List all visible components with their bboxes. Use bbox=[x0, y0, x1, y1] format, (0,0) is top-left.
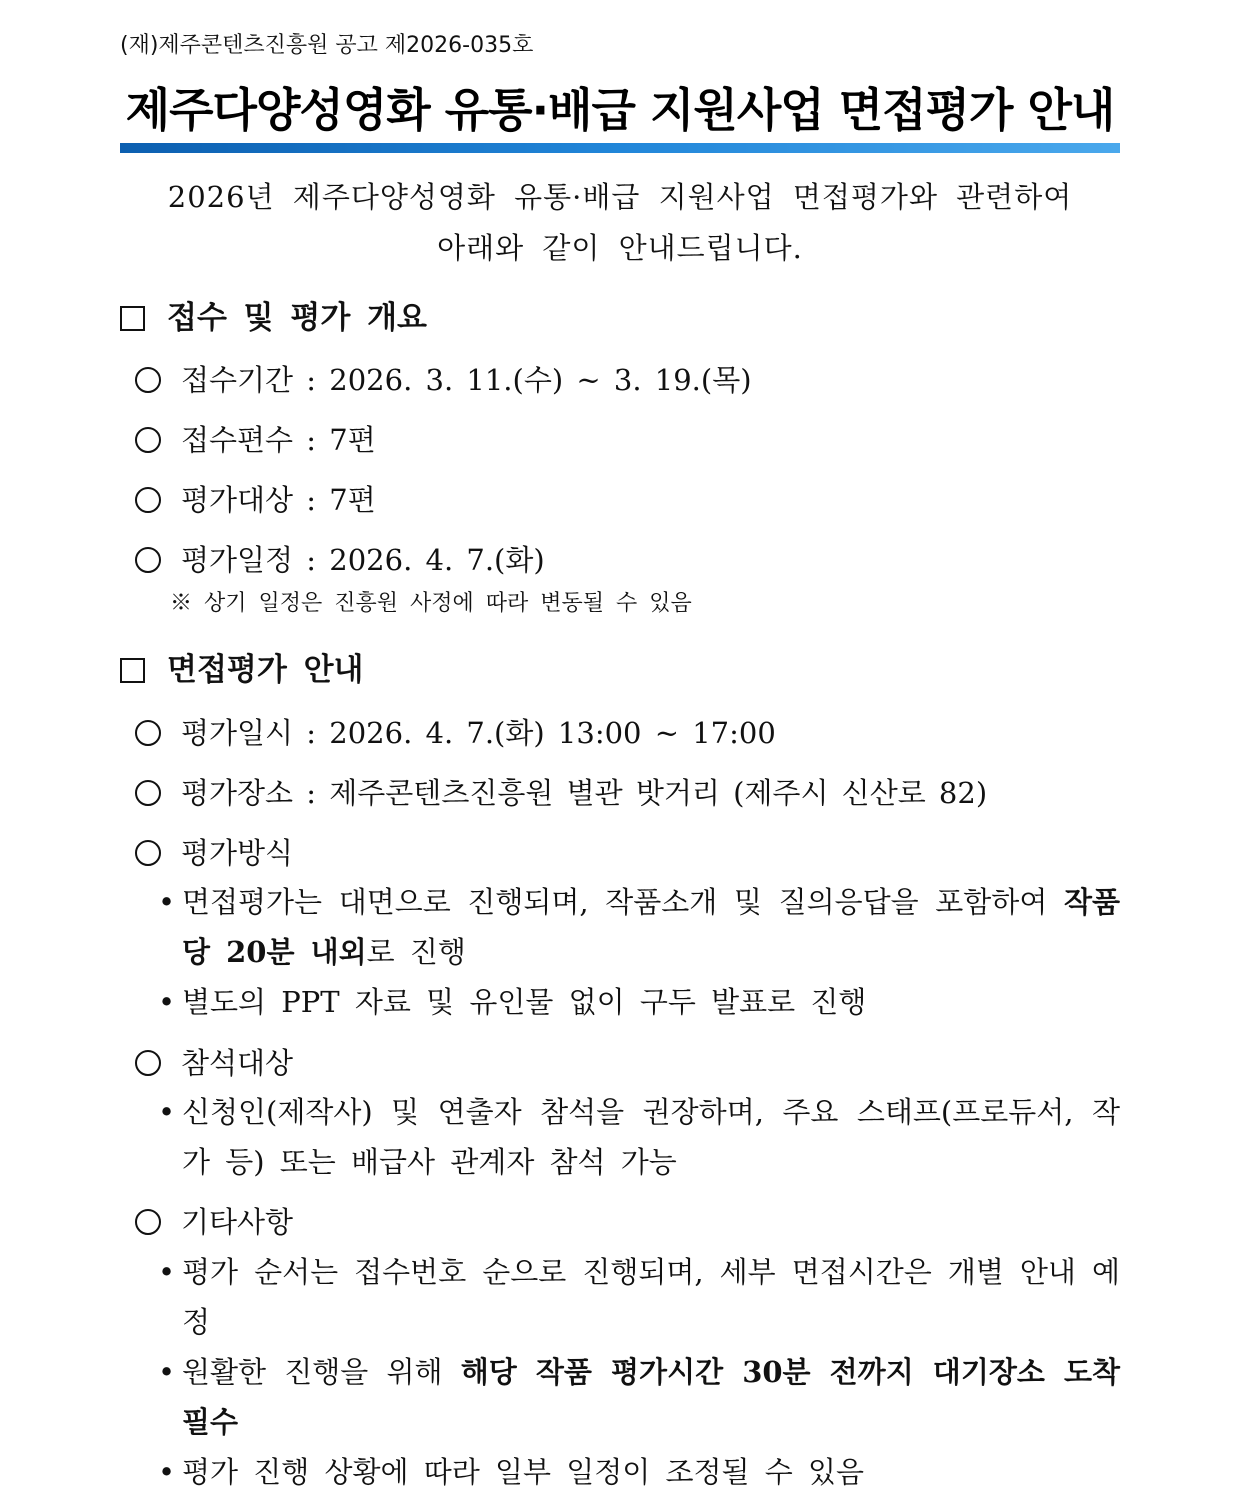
overview-item-count bbox=[135, 419, 376, 461]
method-bullet-2 bbox=[158, 977, 1120, 1027]
circle-icon bbox=[135, 1050, 161, 1076]
bullet-dot-icon: • bbox=[158, 1095, 176, 1129]
intro-line-1: 2026년 제주다양성영화 유통·배급 지원사업 면접평가와 관련하여 bbox=[167, 180, 1073, 214]
bullet-text: 면접평가는 대면으로 진행되며, 작품소개 및 질의응답을 포함하여 bbox=[182, 885, 1064, 919]
item-text: 평가일정 : 2026. 4. 7.(화) bbox=[181, 543, 545, 577]
bullet-dot-icon: • bbox=[158, 1255, 176, 1289]
intro-line-2: 아래와 같이 안내드립니다. bbox=[437, 231, 803, 265]
bullet-text: 신청인(제작사) 및 연출자 참석을 권장하며, 주요 스태프(프로듀서, 작가 등) 또는 배급사 관계자 참석 가능 bbox=[182, 1095, 1120, 1179]
circle-icon bbox=[135, 1209, 161, 1235]
interview-item-etc bbox=[135, 1201, 293, 1243]
circle-icon bbox=[135, 427, 161, 453]
bullet-text: 평가 순서는 접수번호 순으로 진행되며, 세부 면접시간은 개별 안내 예정 bbox=[182, 1255, 1120, 1339]
circle-icon bbox=[135, 720, 161, 746]
item-text: 평가방식 bbox=[181, 836, 294, 870]
page-title: 제주다양성영화 유통·배급 지원사업 면접평가 안내 bbox=[125, 83, 1115, 137]
item-text: 평가대상 : 7편 bbox=[181, 483, 376, 517]
title-underline-bar bbox=[120, 143, 1120, 153]
circle-icon bbox=[135, 487, 161, 513]
method-bullet-1 bbox=[158, 877, 1120, 977]
overview-item-schedule bbox=[135, 539, 545, 581]
item-text: 평가장소 : 제주콘텐츠진흥원 별관 밧거리 (제주시 신산로 82) bbox=[181, 776, 988, 810]
intro-paragraph bbox=[120, 172, 1120, 274]
section-heading-text: 접수 및 평가 개요 bbox=[167, 300, 427, 336]
bullet-text: 로 진행 bbox=[366, 935, 466, 969]
bullet-dot-icon: • bbox=[158, 1355, 176, 1389]
square-box-icon bbox=[120, 306, 145, 331]
section-heading-interview bbox=[120, 648, 363, 692]
notice-number: (재)제주콘텐츠진흥원 공고 제2026-035호 bbox=[120, 33, 534, 58]
bullet-bold-text: 해당 작품 평가시간 30분 전까지 대기장소 도착 필수 bbox=[182, 1355, 1120, 1439]
schedule-note: ※ 상기 일정은 진흥원 사정에 따라 변동될 수 있음 bbox=[170, 591, 692, 616]
item-text: 참석대상 bbox=[181, 1046, 294, 1080]
square-box-icon bbox=[120, 658, 145, 683]
interview-item-datetime bbox=[135, 712, 776, 754]
section-heading-overview bbox=[120, 296, 427, 340]
etc-bullet-3 bbox=[158, 1447, 1120, 1497]
attendees-bullet bbox=[158, 1087, 1120, 1187]
bullet-dot-icon: • bbox=[158, 885, 176, 919]
overview-item-target bbox=[135, 479, 376, 521]
bullet-text: 별도의 PPT 자료 및 유인물 없이 구두 발표로 진행 bbox=[182, 985, 867, 1019]
circle-icon bbox=[135, 840, 161, 866]
section-heading-text: 면접평가 안내 bbox=[167, 652, 364, 688]
bullet-text: 평가 진행 상황에 따라 일부 일정이 조정될 수 있음 bbox=[182, 1455, 865, 1489]
item-text: 접수편수 : 7편 bbox=[181, 423, 376, 457]
interview-item-attendees bbox=[135, 1042, 293, 1084]
circle-icon bbox=[135, 780, 161, 806]
item-text: 접수기간 : 2026. 3. 11.(수) ~ 3. 19.(목) bbox=[181, 363, 752, 397]
bullet-dot-icon: • bbox=[158, 1455, 176, 1489]
circle-icon bbox=[135, 367, 161, 393]
bullet-text: 원활한 진행을 위해 bbox=[182, 1355, 461, 1389]
interview-item-place bbox=[135, 772, 987, 814]
bullet-bold-text: 작품당 20분 내외 bbox=[182, 885, 1120, 969]
etc-bullet-2 bbox=[158, 1347, 1120, 1447]
item-text: 평가일시 : 2026. 4. 7.(화) 13:00 ~ 17:00 bbox=[181, 716, 776, 750]
overview-item-period bbox=[135, 359, 752, 401]
item-text: 기타사항 bbox=[181, 1205, 294, 1239]
bullet-dot-icon: • bbox=[158, 985, 176, 1019]
interview-item-method bbox=[135, 832, 293, 874]
circle-icon bbox=[135, 547, 161, 573]
etc-bullet-1 bbox=[158, 1247, 1120, 1347]
